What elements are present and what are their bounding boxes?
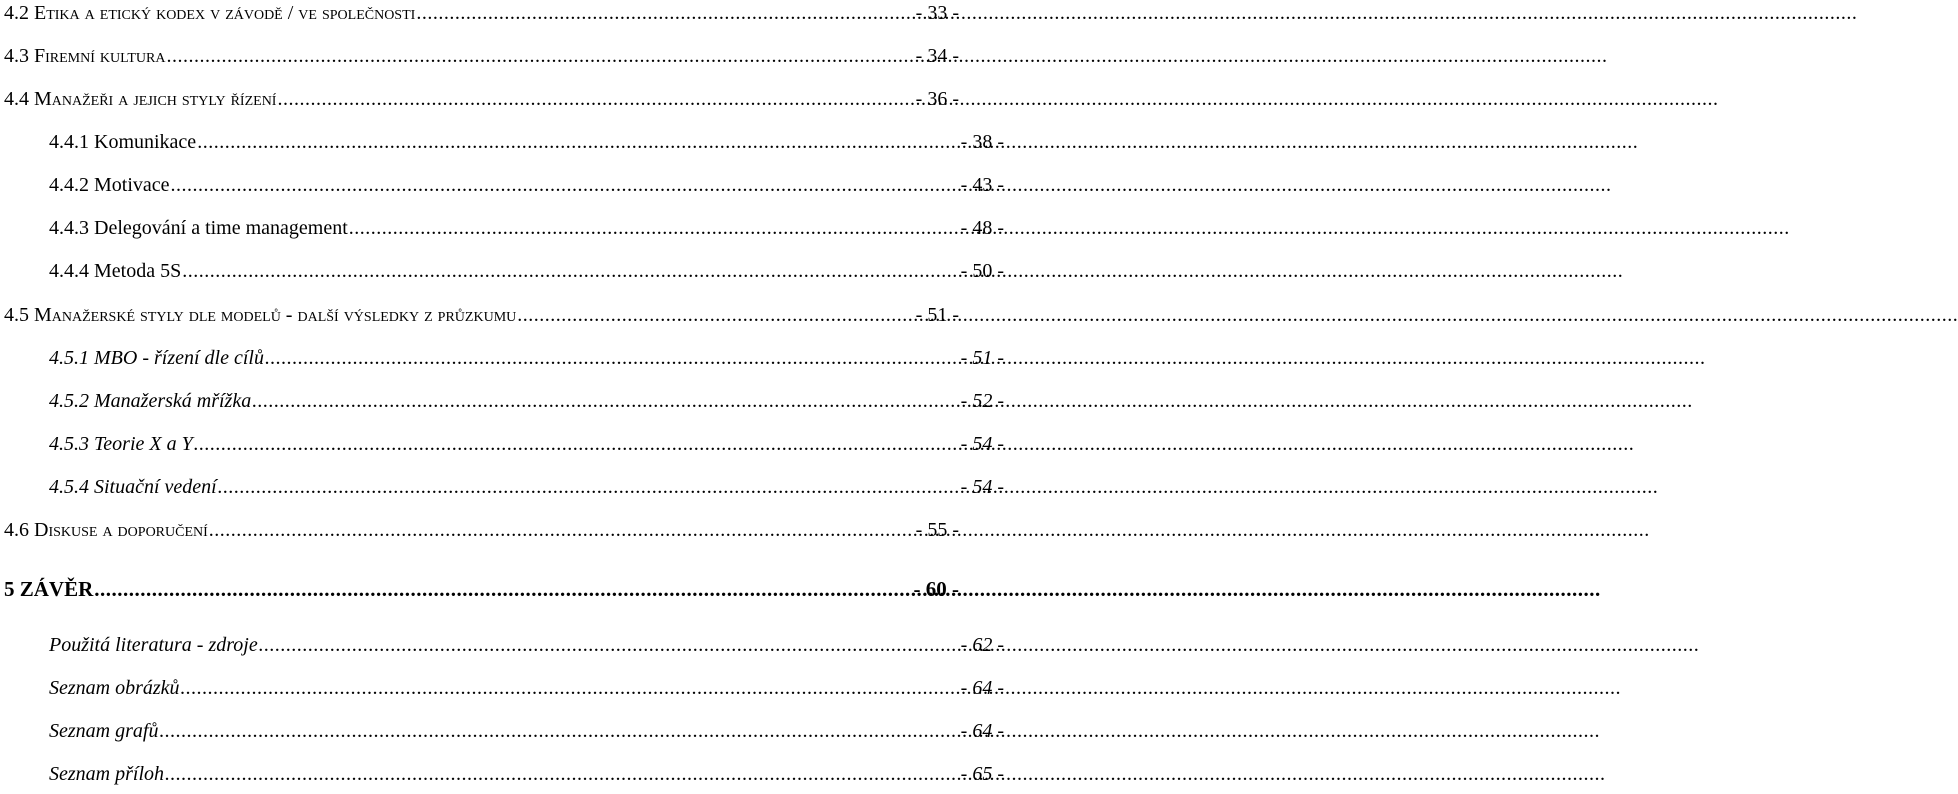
toc-entry-title: 4.4.1 Komunikace — [49, 131, 197, 153]
toc-entry-title: 4.6 Diskuse a doporučení — [4, 519, 208, 541]
toc-entry-4-4[interactable] — [0, 87, 959, 111]
dot-leader — [167, 44, 915, 68]
toc-entry-page: - 65 - — [960, 763, 1004, 785]
toc-entry-title: 4.5.1 MBO - řízení dle cílů — [49, 347, 264, 369]
toc-entry-page: - 33 - — [915, 2, 959, 24]
toc-entry-page: - 50 - — [960, 260, 1004, 282]
toc-entry-title: 4.4 Manažeři a jejich styly řízení — [4, 88, 277, 110]
dot-leader — [277, 87, 914, 111]
toc-entry-title: 4.3 Firemní kultura — [4, 45, 166, 67]
toc-entry-page: - 51 - — [960, 347, 1004, 369]
toc-entry-page: - 48 - — [960, 217, 1004, 239]
dot-leader — [517, 303, 914, 327]
dot-leader — [349, 216, 960, 240]
toc-entry-page: - 54 - — [960, 433, 1004, 455]
toc-entry-page: - 60 - — [913, 577, 959, 601]
toc-entry-seznam-grafu[interactable] — [0, 719, 1004, 743]
toc-entry-page: - 52 - — [960, 390, 1004, 412]
toc-entry-title: 4.4.4 Metoda 5S — [49, 260, 182, 282]
dot-leader — [416, 1, 914, 25]
toc-entry-4-6[interactable] — [0, 518, 959, 542]
dot-leader — [181, 676, 960, 700]
toc-entry-title: 4.5 Manažerské styly dle modelů - další výsledky z průzkumu — [4, 304, 517, 326]
toc-entry-title: 5 ZÁVĚR — [4, 577, 94, 601]
toc-entry-seznam-priloh[interactable] — [0, 762, 1004, 786]
dot-leader — [159, 719, 959, 743]
toc-entry-page: - 62 - — [960, 634, 1004, 656]
toc-entry-title: 4.4.3 Delegování a time management — [49, 217, 348, 239]
toc-entry-4-5-3[interactable] — [0, 432, 1004, 456]
toc-entry-title: 4.5.2 Manažerská mřížka — [49, 390, 252, 412]
toc-entry-page: - 51 - — [915, 304, 959, 326]
toc-entry-4-5[interactable] — [0, 303, 959, 327]
toc-entry-4-5-1[interactable] — [0, 346, 1004, 370]
dot-leader — [252, 389, 959, 413]
toc-entry-4-4-3[interactable] — [0, 216, 1004, 240]
toc-entry-page: - 38 - — [960, 131, 1004, 153]
dot-leader — [259, 633, 960, 657]
toc-entry-title: 4.2 Etika a etický kodex v závodě / ve společnosti — [4, 2, 416, 24]
dot-leader — [171, 173, 960, 197]
dot-leader — [209, 518, 915, 542]
toc-entry-4-4-1[interactable] — [0, 130, 1004, 154]
toc-entry-4-5-4[interactable] — [0, 475, 1004, 499]
dot-leader — [94, 577, 912, 601]
toc-entry-4-4-2[interactable] — [0, 173, 1004, 197]
dot-leader — [197, 130, 959, 154]
toc-entry-page: - 36 - — [915, 88, 959, 110]
toc-entry-page: - 64 - — [960, 677, 1004, 699]
dot-leader — [265, 346, 960, 370]
toc-entry-title: 4.5.3 Teorie X a Y — [49, 433, 193, 455]
toc-entry-title: 4.4.2 Motivace — [49, 174, 170, 196]
toc-entry-page: - 64 - — [960, 720, 1004, 742]
dot-leader — [194, 432, 960, 456]
dot-leader — [182, 259, 959, 283]
toc-entry-4-5-2[interactable] — [0, 389, 1004, 413]
toc-entry-4-4-4[interactable] — [0, 259, 1004, 283]
toc-entry-seznam-obrazku[interactable] — [0, 676, 1004, 700]
toc-entry-4-2[interactable] — [0, 1, 959, 25]
toc-entry-title: 4.5.4 Situační vedení — [49, 476, 217, 498]
toc-entry-literatura[interactable] — [0, 633, 1004, 657]
dot-leader — [165, 762, 960, 786]
dot-leader — [218, 475, 960, 499]
toc-entry-title: Seznam grafů — [49, 720, 159, 742]
toc-entry-title: Seznam příloh — [49, 763, 164, 785]
toc-entry-page: - 34 - — [915, 45, 959, 67]
toc-entry-5[interactable] — [0, 577, 959, 601]
toc-entry-page: - 54 - — [960, 476, 1004, 498]
toc-entry-title: Seznam obrázků — [49, 677, 180, 699]
toc-entry-4-3[interactable] — [0, 44, 959, 68]
toc-entry-page: - 55 - — [915, 519, 959, 541]
toc-entry-page: - 43 - — [960, 174, 1004, 196]
toc-entry-title: Použitá literatura - zdroje — [49, 634, 258, 656]
